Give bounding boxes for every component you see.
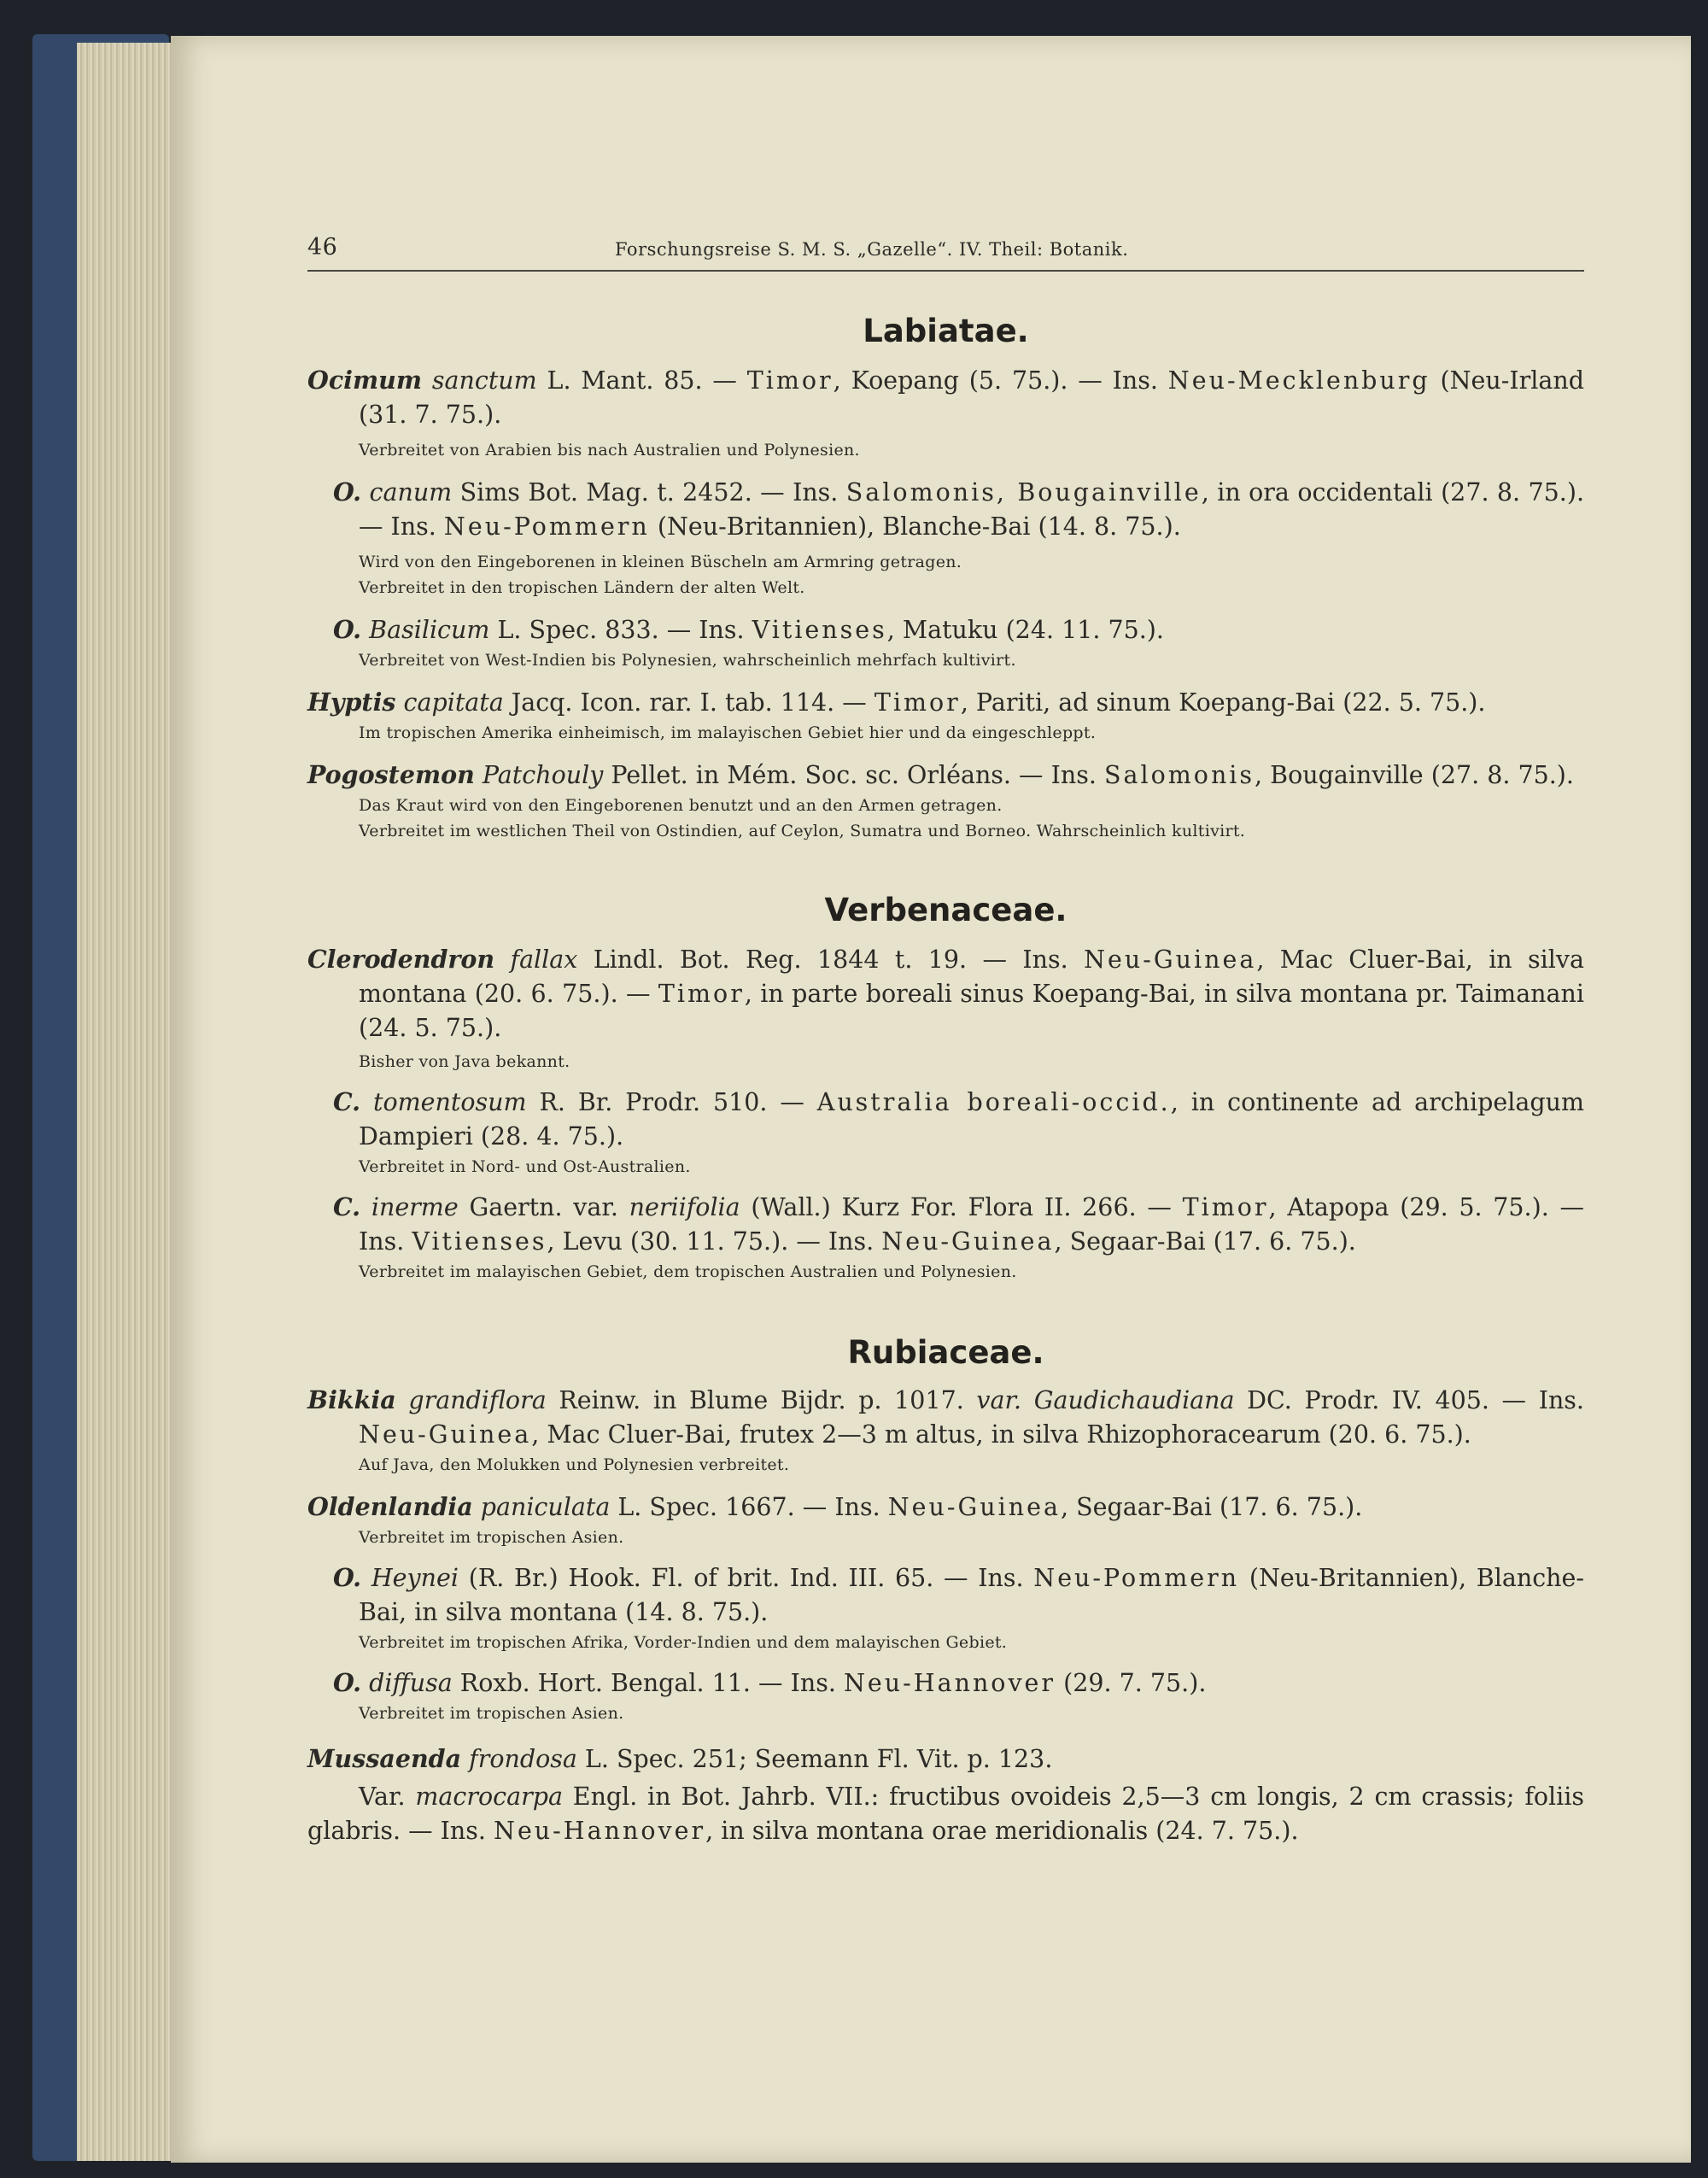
species-epithet: canum bbox=[369, 478, 453, 506]
citation: Sims Bot. Mag. t. 2452. — Ins. bbox=[459, 478, 846, 506]
page-number: 46 bbox=[307, 234, 338, 261]
locality: Timor bbox=[874, 688, 961, 717]
locality: Timor bbox=[1182, 1193, 1269, 1221]
species-entry bbox=[307, 758, 1584, 793]
citation: Gaertn. var. bbox=[469, 1193, 629, 1221]
species-epithet: diffusa bbox=[369, 1669, 453, 1697]
citation: L. Spec. 833. — Ins. bbox=[497, 616, 752, 644]
genus-name: O. bbox=[333, 615, 362, 644]
citation: , Levu (30. 11. 75.). — Ins. bbox=[547, 1227, 882, 1256]
distribution-note: Verbreitet im tropischen Asien. bbox=[359, 1704, 624, 1723]
distribution-note: Wird von den Eingeborenen in kleinen Büscheln am Armring getragen. bbox=[359, 553, 962, 571]
citation: , Matuku (24. 11. 75.). bbox=[886, 616, 1164, 644]
locality: Vitienses bbox=[752, 616, 887, 644]
species-entry bbox=[307, 685, 1584, 720]
locality: Neu-Pommern bbox=[1033, 1564, 1240, 1592]
citation: (R. Br.) Hook. Fl. of brit. Ind. III. 65. — Ins. bbox=[468, 1564, 1034, 1592]
citation: , Mac Cluer-Bai, in silva montana (20. 6. 75.). — bbox=[359, 946, 1584, 1008]
citation: , Koepang (5. 75.). — Ins. bbox=[833, 366, 1168, 395]
species-epithet: tomentosum bbox=[373, 1088, 527, 1116]
running-header bbox=[307, 231, 1584, 272]
genus-name: O. bbox=[333, 1668, 362, 1697]
locality: Neu-Mecklenburg bbox=[1167, 366, 1430, 395]
citation: R. Br. Prodr. 510. — bbox=[539, 1088, 817, 1116]
species-entry bbox=[307, 1490, 1584, 1525]
genus-name: Bikkia bbox=[307, 1385, 396, 1414]
citation: , in continente ad archipelagum Dampieri (28. 4. 75.). bbox=[359, 1088, 1584, 1150]
species-epithet: Patchouly bbox=[482, 761, 604, 789]
species-entry bbox=[307, 1742, 1584, 1777]
genus-name: Pogostemon bbox=[307, 760, 475, 789]
species-epithet: grandiflora bbox=[408, 1386, 547, 1414]
species-entry bbox=[307, 363, 1584, 432]
citation: Lindl. Bot. Reg. 1844 t. 19. — Ins. bbox=[593, 946, 1085, 974]
species-entry bbox=[307, 1085, 1584, 1154]
locality: Timor bbox=[746, 366, 834, 395]
citation: L. Mant. 85. — bbox=[547, 366, 747, 395]
citation: DC. Prodr. IV. 405. — Ins. bbox=[1234, 1386, 1584, 1414]
distribution-note: Auf Java, den Molukken und Polynesien verbreitet. bbox=[359, 1455, 790, 1474]
page-content bbox=[307, 231, 1584, 1848]
citation: L. Spec. 1667. — Ins. bbox=[617, 1493, 888, 1521]
family-heading-verbenaceae: Verbenaceae. bbox=[824, 892, 1068, 928]
distribution-note: Verbreitet von West-Indien bis Polynesien, wahrscheinlich mehrfach kultivirt. bbox=[359, 651, 1016, 670]
family-heading-labiatae: Labiatae. bbox=[863, 313, 1029, 349]
genus-name: C. bbox=[333, 1087, 361, 1116]
distribution-note: Verbreitet von Arabien bis nach Australien und Polynesien. bbox=[359, 441, 860, 460]
genus-name: Oldenlandia bbox=[307, 1492, 473, 1521]
citation: Pellet. in Mém. Soc. sc. Orléans. — Ins. bbox=[611, 761, 1104, 789]
locality: Neu-Guinea bbox=[1084, 946, 1257, 974]
species-epithet: capitata bbox=[403, 688, 504, 717]
distribution-note: Verbreitet im malayischen Gebiet, dem tropischen Australien und Polynesien. bbox=[359, 1262, 1017, 1281]
locality: Neu-Hannover bbox=[494, 1817, 706, 1845]
species-epithet: inerme bbox=[371, 1193, 459, 1221]
locality: Neu-Pommern bbox=[443, 512, 650, 541]
variety-lead: Var. bbox=[359, 1783, 416, 1811]
distribution-note: Das Kraut wird von den Eingeborenen benutzt und an den Armen getragen. bbox=[359, 796, 1003, 815]
variety-epithet: var. Gaudichaudiana bbox=[976, 1386, 1235, 1414]
citation: , Atapopa (29. 5. 75.). — Ins. bbox=[359, 1193, 1585, 1256]
species-entry bbox=[307, 1190, 1584, 1259]
locality: Salomonis, Bougainville bbox=[845, 478, 1202, 506]
citation: L. Spec. 251; Seemann Fl. Vit. p. 123. bbox=[584, 1745, 1053, 1773]
species-entry bbox=[307, 1560, 1584, 1630]
running-title: Forschungsreise S. M. S. „Gazelle“. IV. Theil: Botanik. bbox=[615, 239, 1129, 260]
species-epithet: Heynei bbox=[371, 1564, 459, 1592]
locality: Neu-Guinea bbox=[359, 1420, 532, 1449]
genus-name: Ocimum bbox=[307, 366, 423, 395]
citation: Roxb. Hort. Bengal. 11. — Ins. bbox=[459, 1669, 844, 1697]
locality: Salomonis bbox=[1103, 761, 1255, 789]
genus-name: Clerodendron bbox=[307, 945, 495, 974]
citation: Reinw. in Blume Bijdr. p. 1017. bbox=[559, 1386, 977, 1414]
genus-name: C. bbox=[333, 1192, 361, 1221]
variety-epithet: neriifolia bbox=[629, 1193, 740, 1221]
citation: (Neu-Britannien), Blanche-Bai, in silva montana (14. 8. 75.). bbox=[359, 1564, 1585, 1626]
locality: Neu-Hannover bbox=[843, 1669, 1056, 1697]
species-epithet: Basilicum bbox=[369, 616, 490, 644]
citation: (Neu-Irland (31. 7. 75.). bbox=[359, 366, 1584, 429]
species-epithet: sanctum bbox=[431, 366, 537, 395]
species-epithet: fallax bbox=[510, 946, 578, 974]
variety-paragraph bbox=[307, 1780, 1584, 1848]
citation: (Neu-Britannien), Blanche-Bai (14. 8. 75.). bbox=[649, 512, 1181, 541]
citation: , Segaar-Bai (17. 6. 75.). bbox=[1060, 1493, 1363, 1521]
citation: , in parte boreali sinus Koepang-Bai, in silva montana pr. Taimanani (24. 5. 75.). bbox=[359, 980, 1585, 1042]
species-entry bbox=[307, 1666, 1584, 1701]
genus-name: O. bbox=[333, 1563, 362, 1592]
locality: Timor bbox=[658, 980, 745, 1008]
distribution-note: Verbreitet in Nord- und Ost-Australien. bbox=[359, 1157, 691, 1176]
species-entry bbox=[307, 942, 1584, 1045]
citation: , Mac Cluer-Bai, frutex 2—3 m altus, in silva Rhizophoracearum (20. 6. 75.). bbox=[531, 1420, 1471, 1449]
distribution-note: Verbreitet im westlichen Theil von Ostindien, auf Ceylon, Sumatra und Borneo. Wahrscheinlich kultivirt. bbox=[359, 822, 1246, 840]
species-entry bbox=[307, 612, 1584, 647]
citation: Engl. in Bot. Jahrb. VII.: fructibus ovoideis 2,5—3 cm longis, 2 cm crassis; foliis glabris. — Ins. bbox=[307, 1783, 1585, 1845]
species-epithet: paniculata bbox=[480, 1493, 611, 1521]
species-entry bbox=[307, 475, 1584, 544]
citation: (29. 7. 75.). bbox=[1056, 1669, 1207, 1697]
species-epithet: frondosa bbox=[469, 1745, 577, 1773]
locality: Neu-Guinea bbox=[887, 1493, 1061, 1521]
genus-name: Hyptis bbox=[307, 688, 396, 717]
citation: , Pariti, ad sinum Koepang-Bai (22. 5. 75.). bbox=[960, 688, 1486, 717]
locality: Neu-Guinea bbox=[881, 1227, 1055, 1256]
genus-name: O. bbox=[333, 477, 362, 506]
locality: Vitienses bbox=[412, 1227, 547, 1256]
citation: , Segaar-Bai (17. 6. 75.). bbox=[1054, 1227, 1356, 1256]
family-heading-rubiaceae: Rubiaceae. bbox=[847, 1334, 1044, 1371]
variety-epithet: macrocarpa bbox=[415, 1783, 563, 1811]
citation: , in silva montana orae meridionalis (24. 7. 75.). bbox=[705, 1817, 1299, 1845]
citation: (Wall.) Kurz For. Flora II. 266. — bbox=[740, 1193, 1183, 1221]
citation: Jacq. Icon. rar. I. tab. 114. — bbox=[511, 688, 874, 717]
distribution-note: Verbreitet im tropischen Asien. bbox=[359, 1528, 624, 1547]
locality: Australia boreali-occid. bbox=[816, 1088, 1171, 1116]
species-entry bbox=[307, 1383, 1584, 1452]
citation: , in ora occidentali (27. 8. 75.). — Ins. bbox=[359, 478, 1585, 541]
genus-name: Mussaenda bbox=[307, 1744, 462, 1773]
distribution-note: Verbreitet im tropischen Afrika, Vorder-Indien und dem malayischen Gebiet. bbox=[359, 1633, 1008, 1652]
distribution-note: Bisher von Java bekannt. bbox=[359, 1052, 570, 1071]
citation: , Bougainville (27. 8. 75.). bbox=[1255, 761, 1574, 789]
distribution-note: Verbreitet in den tropischen Ländern der alten Welt. bbox=[359, 578, 805, 597]
distribution-note: Im tropischen Amerika einheimisch, im malayischen Gebiet hier und da eingeschleppt. bbox=[359, 723, 1097, 742]
